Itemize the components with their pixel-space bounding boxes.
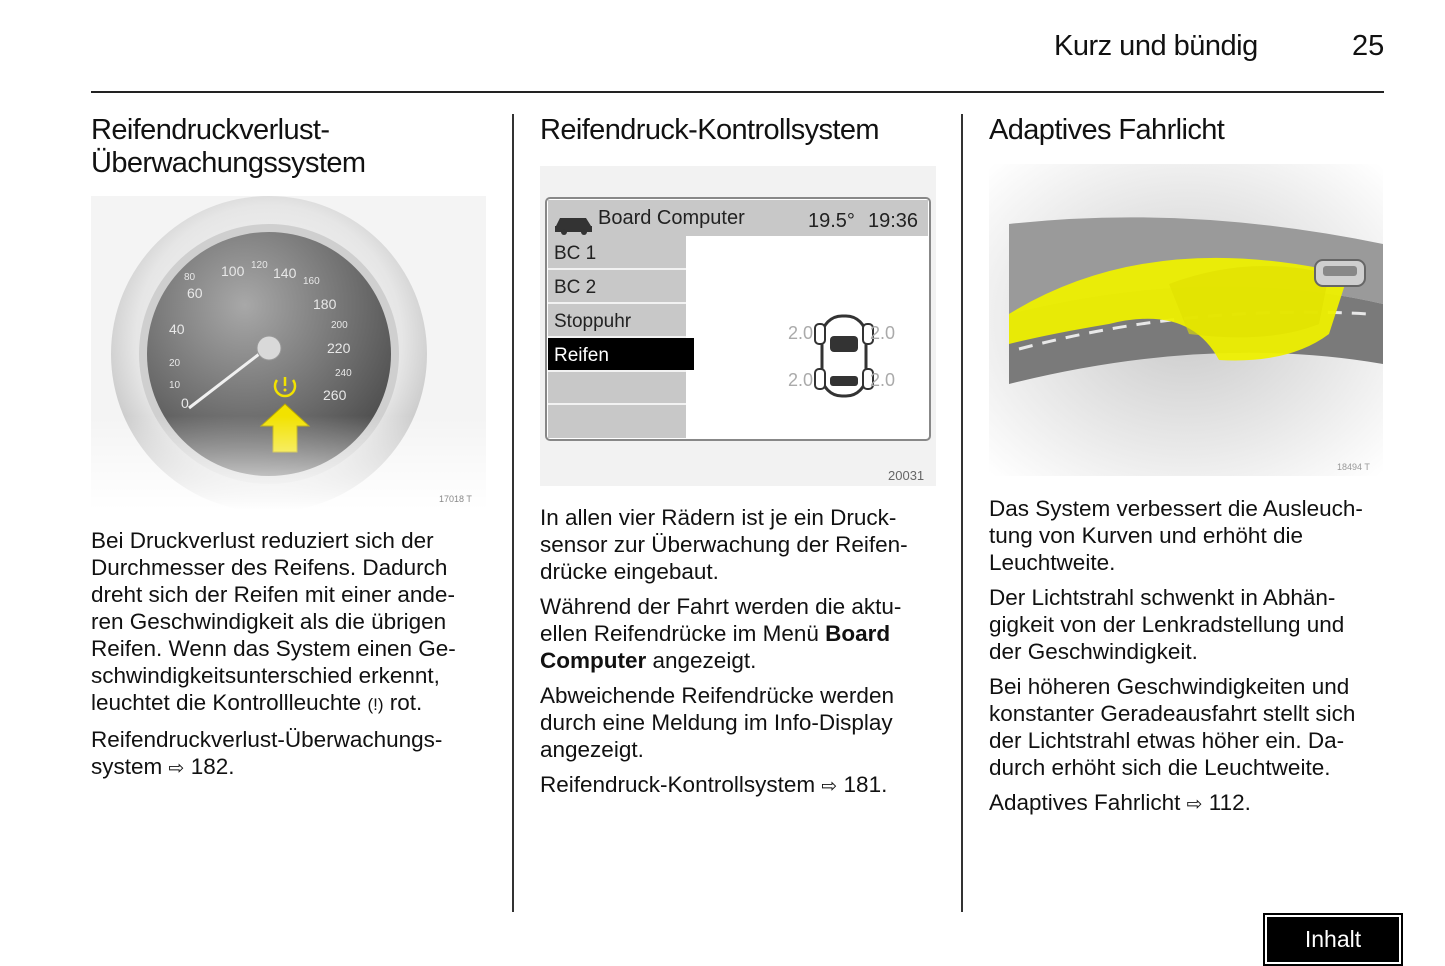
paragraph — [989, 584, 1389, 665]
tire-pressure-rear-right: 2.0 — [870, 370, 896, 390]
text-line: Adaptives Fahrlicht — [989, 790, 1181, 815]
menu-item-reifen[interactable]: Reifen — [554, 345, 609, 366]
text-line: rot. — [383, 690, 423, 715]
text-line: Das System verbessert die Ausleuch- — [989, 496, 1363, 521]
paragraph — [540, 682, 940, 763]
car-rear-icon — [1315, 260, 1365, 286]
chapter-title: Kurz und bündig — [1054, 30, 1258, 62]
text-line: gigkeit von der Lenkradstellung und — [989, 612, 1345, 637]
car-topview-icon — [815, 316, 873, 396]
figure-id: 20031 — [888, 468, 925, 483]
column-divider-1 — [512, 114, 514, 912]
board-computer-figure — [540, 166, 936, 486]
section-tpms — [540, 114, 940, 147]
speedometer-figure — [91, 196, 486, 510]
figure-id: 18494 T — [1337, 462, 1370, 472]
text-line: durch erhöht sich die Leuchtweite. — [989, 755, 1331, 780]
speedometer-illustration — [91, 196, 486, 510]
figure-id: 17018 T — [439, 494, 472, 504]
headlight-beam-illustration — [989, 164, 1383, 476]
section-tpms-text — [540, 504, 940, 808]
page-number: 25 — [1352, 30, 1385, 62]
header-divider — [91, 91, 1384, 93]
text-line: drücke eingebaut. — [540, 559, 719, 584]
text-line: der Lichtstrahl etwas höher ein. Da- — [989, 728, 1345, 753]
heading-line: Überwachungssystem — [91, 147, 366, 179]
text-line: Reifendruckverlust-Überwachungs- — [91, 727, 443, 752]
adaptive-light-figure — [989, 164, 1383, 476]
warning-light-symbol-icon: (!) — [367, 695, 384, 714]
text-line: Reifen. Wenn das System einen Ge- — [91, 636, 456, 661]
text-line: angezeigt. — [540, 737, 644, 762]
text-line: sensor zur Überwachung der Reifen- — [540, 532, 908, 557]
text-line: durch eine Meldung im Info-Display — [540, 710, 893, 735]
text-line: Abweichende Reifendrücke werden — [540, 683, 894, 708]
section-heading — [91, 114, 491, 180]
tire-pressure-front-right: 2.0 — [870, 323, 896, 343]
text-line: Leuchtweite. — [989, 550, 1116, 575]
paragraph — [989, 789, 1389, 818]
menu-name-bold: Board — [825, 621, 891, 646]
text-line: konstanter Geradeausfahrt stellt sich — [989, 701, 1356, 726]
text-line: Bei höheren Geschwindigkeiten und — [989, 674, 1350, 699]
reference-arrow-icon: ⇨ — [168, 758, 185, 779]
text-line: system — [91, 754, 163, 779]
board-computer-display — [540, 166, 936, 486]
paragraph — [989, 673, 1389, 781]
text-line: ren Geschwindigkeit als die übrigen — [91, 609, 447, 634]
text-line: Reifendruck-Kontrollsystem — [540, 772, 816, 797]
paragraph — [989, 495, 1389, 576]
paragraph — [91, 726, 491, 782]
paragraph — [540, 593, 940, 674]
text-line: Während der Fahrt werden die aktu- — [540, 594, 902, 619]
menu-item-bc1[interactable]: BC 1 — [554, 243, 597, 264]
paragraph — [540, 771, 940, 800]
text-line: ellen Reifendrücke im Menü — [540, 621, 826, 646]
text-line: angezeigt. — [646, 648, 757, 673]
heading-line: Reifendruckverlust- — [91, 114, 330, 146]
page-reference-link[interactable]: 181. — [837, 772, 888, 797]
reference-arrow-icon: ⇨ — [821, 776, 838, 797]
tire-pressure-rear-left: 2.0 — [788, 370, 814, 390]
text-line: schwindigkeitsunterschied erkennt, — [91, 663, 440, 688]
reference-arrow-icon: ⇨ — [1186, 794, 1203, 815]
section-adaptive-light — [989, 114, 1389, 147]
text-line: Durchmesser des Reifens. Dadurch — [91, 555, 448, 580]
text-line: dreht sich der Reifen mit einer ande- — [91, 582, 455, 607]
screen-title: Board Computer — [598, 207, 745, 229]
inhalt-button[interactable]: Inhalt — [1263, 913, 1403, 966]
menu-item-bc2[interactable]: BC 2 — [554, 277, 597, 298]
clock-time: 19:36 — [868, 210, 919, 232]
section-heading: Adaptives Fahrlicht — [989, 114, 1225, 146]
section-adaptive-light-text — [989, 495, 1389, 826]
text-line: der Geschwindigkeit. — [989, 639, 1198, 664]
paragraph — [540, 504, 940, 585]
tire-pressure-front-left: 2.0 — [788, 323, 814, 343]
menu-item-stoppuhr[interactable]: Stoppuhr — [554, 311, 632, 332]
page-reference-link[interactable]: 182. — [184, 754, 235, 779]
page-reference-link[interactable]: 112. — [1202, 790, 1251, 815]
text-line: Bei Druckverlust reduziert sich der — [91, 528, 434, 553]
text-line: Der Lichtstrahl schwenkt in Abhän- — [989, 585, 1336, 610]
paragraph — [91, 527, 491, 718]
section-tire-loss — [91, 114, 491, 180]
outside-temperature: 19.5° — [808, 210, 855, 232]
column-divider-2 — [961, 114, 963, 912]
section-heading: Reifendruck-Kontrollsystem — [540, 114, 879, 146]
section-tire-loss-text — [91, 527, 491, 790]
text-line: leuchtet die Kontrollleuchte — [91, 690, 362, 715]
text-line: In allen vier Rädern ist je ein Druck- — [540, 505, 897, 530]
menu-name-bold: Computer — [540, 648, 647, 673]
text-line: tung von Kurven und erhöht die — [989, 523, 1303, 548]
